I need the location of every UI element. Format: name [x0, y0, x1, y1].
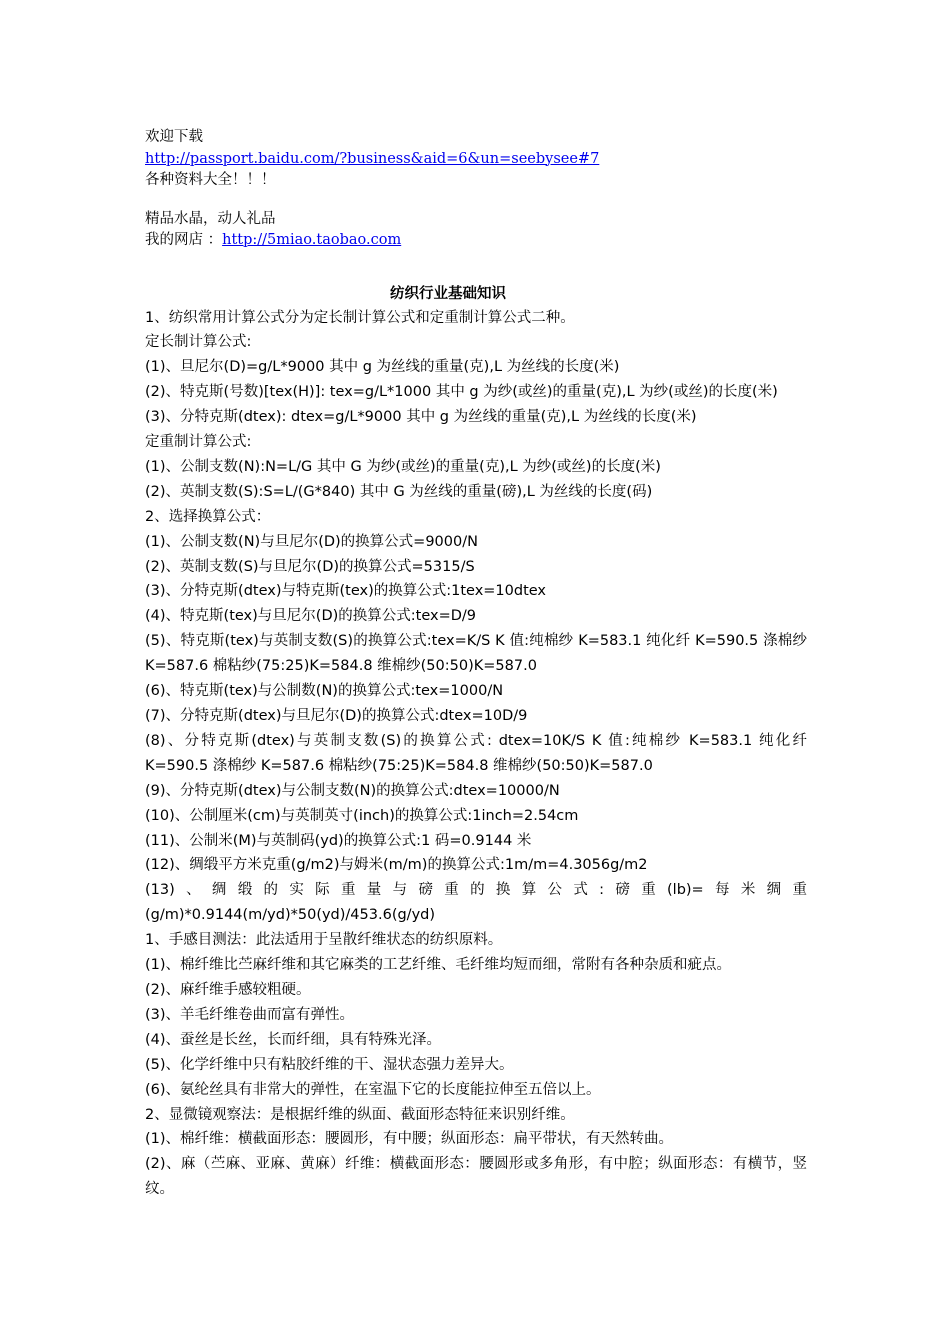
- paragraph: (2)、英制支数(S):S=L/(G*840) 其中 G 为丝线的重量(磅),L 为丝线的长度(码): [145, 483, 653, 500]
- paragraph: (13)、绸缎的实际重量与磅重的换算公式:磅重(lb)=每米绸重(g/m)*0.9144(m/yd)*50(yd)/453.6(g/yd): [145, 882, 807, 924]
- paragraph: (2)、英制支数(S)与旦尼尔(D)的换算公式=5315/S: [145, 558, 475, 575]
- paragraph: (1)、旦尼尔(D)=g/L*9000 其中 g 为丝线的重量(克),L 为丝线的长度(米): [145, 359, 620, 376]
- welcome-text: 欢迎下载: [145, 129, 203, 145]
- paragraph: 1、手感目测法：此法适用于呈散纤维状态的纺织原料。: [145, 932, 503, 949]
- paragraph: (11)、公制米(M)与英制码(yd)的换算公式:1 码=0.9144 米: [145, 832, 532, 849]
- paragraph: (1)、公制支数(N)与旦尼尔(D)的换算公式=9000/N: [145, 533, 478, 550]
- header-block: [145, 127, 807, 252]
- paragraph: (5)、特克斯(tex)与英制支数(S)的换算公式:tex=K/S K 值:纯棉纱 K=583.1 纯化纤 K=590.5 涤棉纱 K=587.6 棉粘纱(75:25)K=584.8 维棉纱(50:50)K=587.0: [145, 633, 807, 675]
- paragraph: 2、选择换算公式：: [145, 508, 271, 525]
- paragraph: (1)、棉纤维比苎麻纤维和其它麻类的工艺纤维、毛纤维均短而细，常附有各种杂质和疵点。: [145, 957, 732, 974]
- document-page: [145, 127, 807, 1202]
- paragraph: (3)、分特克斯(dtex)与特克斯(tex)的换算公式:1tex=10dtex: [145, 583, 547, 600]
- paragraph: (7)、分特克斯(dtex)与旦尼尔(D)的换算公式:dtex=10D/9: [145, 708, 528, 724]
- paragraph: (2)、特克斯(号数)[tex(H)]: tex=g/L*1000 其中 g 为纱(或丝)的重量(克),L 为纱(或丝)的长度(米): [145, 384, 778, 401]
- paragraph: 2、显微镜观察法：是根据纤维的纵面、截面形态特征来识别纤维。: [145, 1106, 575, 1123]
- paragraph: (3)、羊毛纤维卷曲而富有弹性。: [145, 1006, 355, 1023]
- crystal-text: 精品水晶，动人礼品: [145, 210, 276, 227]
- all-materials-text: 各种资料大全！！！: [145, 172, 276, 188]
- document-body: [145, 306, 807, 1203]
- paragraph: (10)、公制厘米(cm)与英制英寸(inch)的换算公式:1inch=2.54cm: [145, 807, 579, 824]
- paragraph: (9)、分特克斯(dtex)与公制支数(N)的换算公式:dtex=10000/N: [145, 782, 560, 799]
- paragraph: (12)、绸缎平方米克重(g/m2)与姆米(m/m)的换算公式:1m/m=4.3056g/m2: [145, 857, 648, 874]
- paragraph: (2)、麻纤维手感较粗硬。: [145, 981, 311, 998]
- paragraph: (4)、特克斯(tex)与旦尼尔(D)的换算公式:tex=D/9: [145, 608, 477, 625]
- passport-link[interactable]: http://passport.baidu.com/?business&aid=6&un=seebysee#7: [145, 150, 600, 167]
- paragraph: 定重制计算公式:: [145, 434, 252, 451]
- taobao-link[interactable]: http://5miao.taobao.com: [222, 232, 402, 248]
- paragraph: 定长制计算公式:: [145, 334, 252, 351]
- document-title: 纺织行业基础知识: [390, 285, 506, 302]
- paragraph: (5)、化学纤维中只有粘胶纤维的干、湿状态强力差异大。: [145, 1056, 514, 1073]
- spacer: [145, 192, 807, 209]
- paragraph: (1)、公制支数(N):N=L/G 其中 G 为纱(或丝)的重量(克),L 为纱(或丝)的长度(米): [145, 458, 661, 475]
- download-link-line: [145, 149, 807, 171]
- shop-line: [145, 230, 807, 252]
- paragraph: (2)、麻（苎麻、亚麻、黄麻）纤维：横截面形态：腰圆形或多角形，有中腔；纵面形态：有横节，竖纹。: [145, 1156, 807, 1198]
- paragraph: 1、纺织常用计算公式分为定长制计算公式和定重制计算公式二种。: [145, 309, 575, 326]
- paragraph: (8)、分特克斯(dtex)与英制支数(S)的换算公式: dtex=10K/S K 值:纯棉纱 K=583.1 纯化纤 K=590.5 涤棉纱 K=587.6 棉粘纱(75:25)K=584.8 维棉纱(50:50)K=587.0: [145, 732, 807, 774]
- paragraph: (1)、棉纤维：横截面形态：腰圆形，有中腰；纵面形态：扁平带状，有天然转曲。: [145, 1131, 674, 1148]
- shop-label: 我的网店 ：: [145, 232, 223, 248]
- paragraph: (6)、氨纶丝具有非常大的弹性，在室温下它的长度能拉伸至五倍以上。: [145, 1081, 601, 1098]
- paragraph: (6)、特克斯(tex)与公制数(N)的换算公式:tex=1000/N: [145, 683, 504, 700]
- paragraph: (3)、分特克斯(dtex): dtex=g/L*9000 其中 g 为丝线的重量(克),L 为丝线的长度(米): [145, 409, 697, 426]
- paragraph: (4)、蚕丝是长丝，长而纤细，具有特殊光泽。: [145, 1031, 442, 1048]
